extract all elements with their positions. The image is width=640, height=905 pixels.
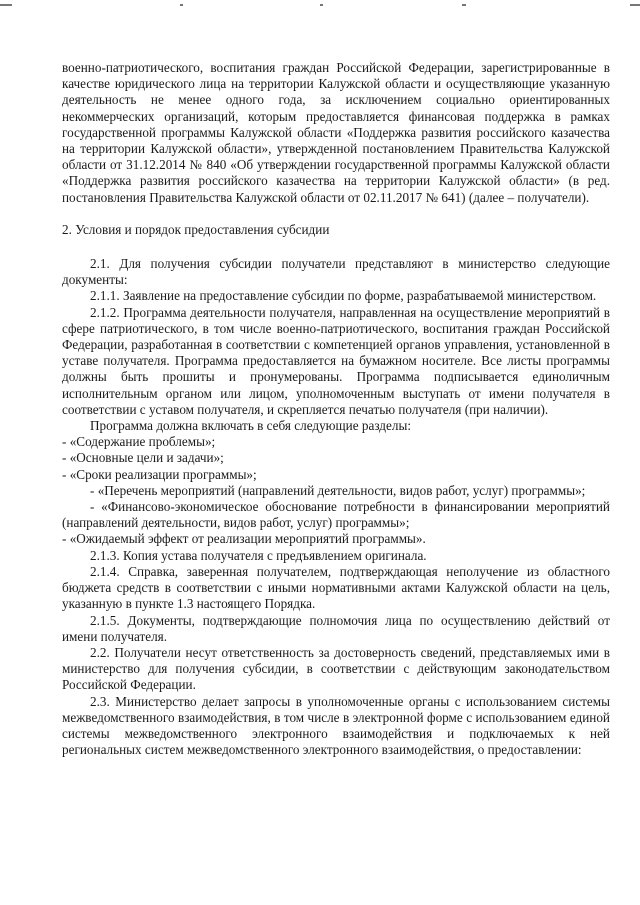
paragraph-2-1-1: 2.1.1. Заявление на предоставление субсидии по форме, разрабатываемой министерством. <box>90 288 597 304</box>
section-heading: 2. Условия и порядок предоставления субсидии <box>62 221 330 237</box>
paragraph-2-1-3: 2.1.3. Копия устава получателя с предъявлением оригинала. <box>90 547 427 563</box>
list-item: - «Перечень мероприятий (направлений деятельности, видов работ, услуг) программы»; <box>90 482 586 498</box>
scan-mark <box>320 4 323 6</box>
scan-mark <box>0 4 12 6</box>
paragraph-2-2: 2.2. Получатели несут ответственность за достоверность сведений, представляемых ими в министерство для получения субсидии, в соответствии с действующим законодательством Российской Федерации. <box>62 644 610 693</box>
list-item: - «Ожидаемый эффект от реализации мероприятий программы». <box>62 531 426 547</box>
paragraph-2-1-5: 2.1.5. Документы, подтверждающие полномочия лица по осуществлению действий от имени получателя. <box>62 612 610 644</box>
scan-mark <box>180 4 183 6</box>
paragraph-recipients: военно-патриотического, воспитания граждан Российской Федерации, зарегистрированные в качестве юридического лица на территории Калужской области и осуществляющие указанную деятельность не менее одного года, за исключением социально ориентированных некоммерческих организаций, которым предоставляется финансовая поддержка в рамках государственной программы Калужской области «Поддержка развития российского казачества на территории Калужской области», утвержденной постановлением Правительства Калужской области от 31.12.2014 № 840 «Об утверждении государственной программы Калужской области «Поддержка развития российского казачества на территории Калужской области» (в ред. постановления Правительства Калужской области от 02.11.2017 № 641) (далее – получатели). <box>62 60 610 205</box>
paragraph-2-1-4: 2.1.4. Справка, заверенная получателем, подтверждающая неполучение из областного бюджета средств в соответствии с иными нормативными актами Калужской области на цель, указанную в пункте 1.3 настоящего Порядка. <box>62 563 610 612</box>
list-item: - «Сроки реализации программы»; <box>62 466 257 482</box>
document-body <box>62 60 610 758</box>
paragraph-program-sections: Программа должна включать в себя следующие разделы: <box>90 418 411 434</box>
paragraph-2-1: 2.1. Для получения субсидии получатели представляют в министерство следующие документы: <box>62 256 610 288</box>
list-item: - «Содержание проблемы»; <box>62 434 216 450</box>
list-item: - «Основные цели и задачи»; <box>62 450 224 466</box>
list-item: - «Финансово-экономическое обоснование потребности в финансировании мероприятий (направлений деятельности, видов работ, услуг) программы»; <box>62 499 610 531</box>
scan-mark <box>462 4 466 6</box>
paragraph-2-3: 2.3. Министерство делает запросы в уполномоченные органы с использованием системы межведомственного взаимодействия, в том числе в электронной форме с использованием единой системы межведомственного электронного взаимодействия и подключаемых к ней региональных систем межведомственного электронного взаимодействия, о предоставлении: <box>62 693 610 758</box>
scan-mark <box>630 4 640 6</box>
paragraph-2-1-2: 2.1.2. Программа деятельности получателя, направленная на осуществление мероприятий в сфере патриотического, в том числе военно-патриотического, воспитания граждан Российской Федерации, разработанная в соответствии с компетенцией органов управления, установленной в уставе получателя. Программа предоставляется на бумажном носителе. Все листы программы должны быть прошиты и пронумерованы. Программа подписывается единоличным исполнительным органом или лицом, уполномоченным выступать от имени получателя в соответствии с уставом получателя, и скрепляется печатью получателя (при наличии). <box>62 304 610 417</box>
